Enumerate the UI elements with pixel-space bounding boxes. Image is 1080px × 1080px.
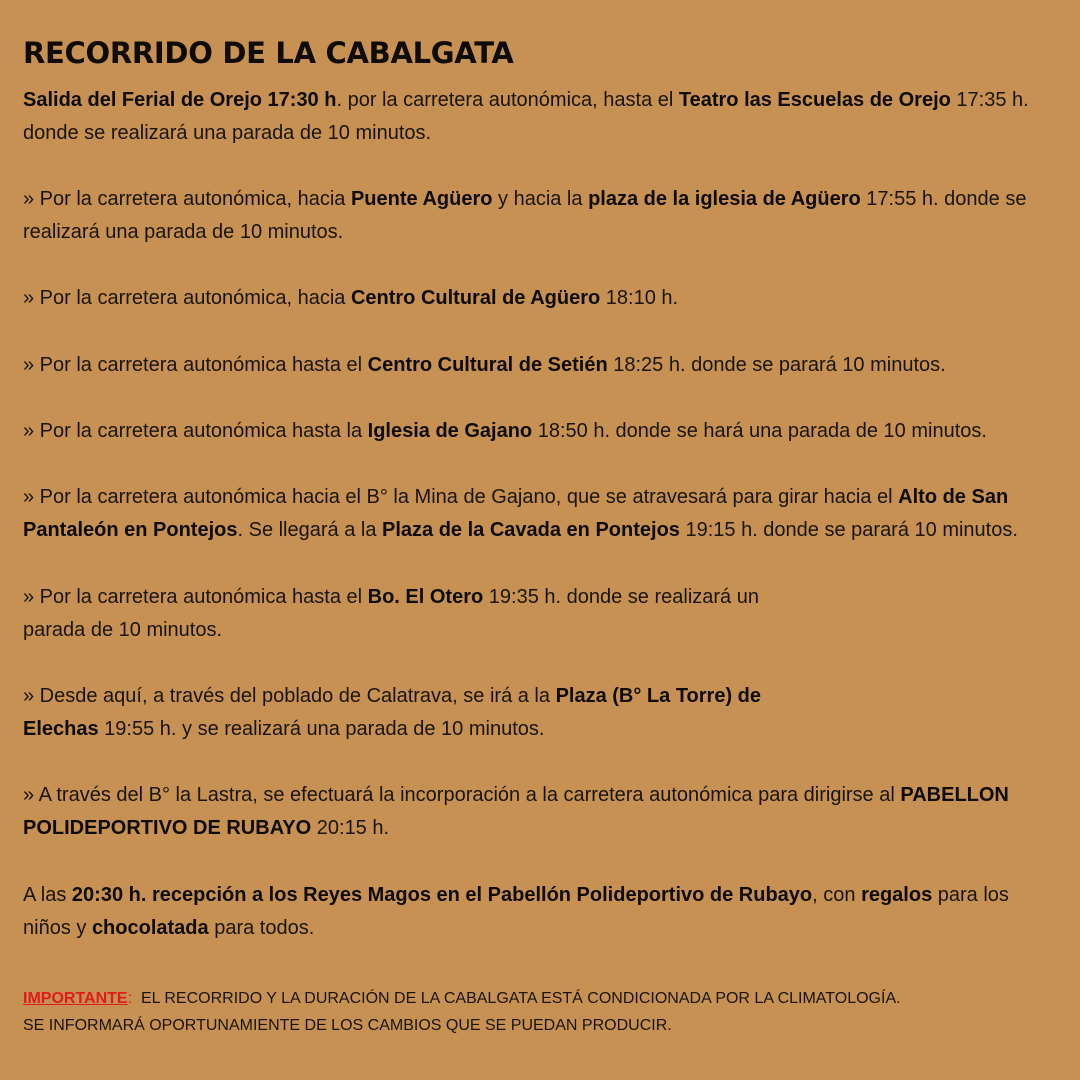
stop-teatro-orejo: Teatro las Escuelas de Orejo <box>678 89 951 111</box>
paragraph-aguero: » Por la carretera autonómica, hacia Puente Agüero y hacia la plaza de la iglesia de Agüero 17:55 h. donde se realizará una parada de 10 minutos. <box>23 188 1027 243</box>
stop-plaza-cavada-pontejos: Plaza de la Cavada en Pontejos <box>382 519 680 541</box>
stop-plaza-iglesia-aguero: plaza de la iglesia de Agüero <box>588 188 861 210</box>
paragraph-otero: » Por la carretera autonómica hasta el Bo. El Otero 19:35 h. donde se realizará un parada de 10 minutos. <box>23 586 759 641</box>
stop-elechas: Elechas <box>23 718 99 740</box>
paragraph-rubayo: » A través del B° la Lastra, se efectuará la incorporación a la carretera autonómica para dirigirse al PABELLON POLIDEPORTIVO DE RUBAYO 20:15 h. <box>23 784 1009 839</box>
chocolatada-highlight: chocolatada <box>91 917 209 939</box>
important-note-line2: SE INFORMARÁ OPORTUNAMIENTE DE LOS CAMBIOS QUE SE PUEDAN PRODUCIR. <box>23 1017 672 1034</box>
paragraph-reception: A las 20:30 h. recepción a los Reyes Magos en el Pabellón Polideportivo de Rubayo, con regalos para los niños y chocolatada para todos. <box>23 884 1009 939</box>
departure-place: Salida del Ferial de Orejo 17:30 h <box>23 89 337 111</box>
stop-centro-cultural-setien: Centro Cultural de Setién <box>367 354 608 376</box>
paragraph-elechas: » Desde aquí, a través del poblado de Calatrava, se irá a la Plaza (B° La Torre) de Elechas 19:55 h. y se realizará una parada de 10 minutos. <box>23 685 762 740</box>
stop-alto-san-pantaleon-b: Pantaleón en Pontejos <box>23 519 238 541</box>
paragraph-gajano: » Por la carretera autonómica hasta la Iglesia de Gajano 18:50 h. donde se hará una parada de 10 minutos. <box>23 420 987 442</box>
stop-plaza-la-torre: Plaza (B° La Torre) de <box>555 685 762 707</box>
page-title: RECORRIDO DE LA CABALGATA <box>23 36 514 70</box>
stop-centro-cultural-aguero: Centro Cultural de Agüero <box>350 287 601 309</box>
paragraph-pontejos: » Por la carretera autonómica hacia el B° la Mina de Gajano, que se atravesará para girar hacia el Alto de San Pantaleón en Pontejos. Se llegará a la Plaza de la Cavada en Pontejos 19:15 h. donde se parará 10 minutos. <box>23 486 1018 541</box>
paragraph-departure: Salida del Ferial de Orejo 17:30 h. por la carretera autonómica, hasta el Teatro las Escuelas de Orejo 17:35 h. donde se realizará una parada de 10 minutos. <box>23 89 1029 144</box>
paragraph-setien: » Por la carretera autonómica hasta el Centro Cultural de Setién 18:25 h. donde se parará 10 minutos. <box>23 354 946 376</box>
important-note: IMPORTANTE: EL RECORRIDO Y LA DURACIÓN DE LA CABALGATA ESTÁ CONDICIONADA POR LA CLIMATOLOGÍA. SE INFORMARÁ OPORTUNAMIENTE DE LOS CAMBIOS QUE SE PUEDAN PRODUCIR. <box>23 990 901 1034</box>
stop-bo-el-otero: Bo. El Otero <box>367 586 484 608</box>
regalos-highlight: regalos <box>861 884 933 906</box>
reception-highlight: 20:30 h. recepción a los Reyes Magos en el Pabellón Polideportivo de Rubayo <box>71 884 813 906</box>
stop-pabellon-b: POLIDEPORTIVO DE RUBAYO <box>23 817 312 839</box>
stop-alto-san-pantaleon-a: Alto de San <box>898 486 1009 508</box>
paragraph-centro-aguero: » Por la carretera autonómica, hacia Centro Cultural de Agüero 18:10 h. <box>23 287 679 309</box>
stop-iglesia-gajano: Iglesia de Gajano <box>367 420 533 442</box>
important-label: IMPORTANTE <box>23 990 128 1007</box>
stop-pabellon-a: PABELLON <box>900 784 1009 806</box>
stop-puente-aguero: Puente Agüero <box>350 188 493 210</box>
